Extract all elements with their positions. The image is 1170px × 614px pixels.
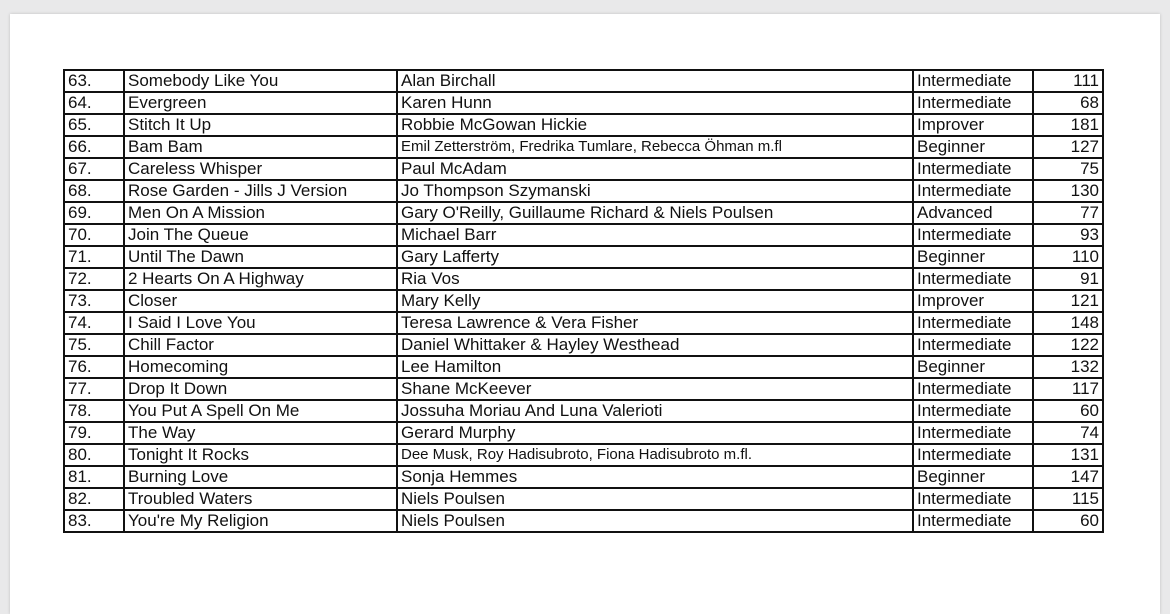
count-value-cell: 93 [1033,224,1103,246]
row-number-cell: 83. [64,510,124,532]
dance-title-cell: Join The Queue [124,224,397,246]
dance-title-cell: Troubled Waters [124,488,397,510]
dance-title-cell: Chill Factor [124,334,397,356]
table-row [64,466,1103,488]
difficulty-level-cell: Intermediate [913,488,1033,510]
row-number-cell: 65. [64,114,124,136]
difficulty-level-cell: Intermediate [913,400,1033,422]
dance-title-cell: You Put A Spell On Me [124,400,397,422]
dance-title-cell: The Way [124,422,397,444]
row-number-cell: 76. [64,356,124,378]
difficulty-level-cell: Advanced [913,202,1033,224]
count-value-cell: 110 [1033,246,1103,268]
count-value-cell: 122 [1033,334,1103,356]
difficulty-level-cell: Intermediate [913,312,1033,334]
row-number-cell: 68. [64,180,124,202]
choreographer-cell: Teresa Lawrence & Vera Fisher [397,312,913,334]
difficulty-level-cell: Intermediate [913,92,1033,114]
dance-title-cell: Rose Garden - Jills J Version [124,180,397,202]
count-value-cell: 77 [1033,202,1103,224]
choreographer-cell: Gerard Murphy [397,422,913,444]
choreographer-cell: Sonja Hemmes [397,466,913,488]
table-row [64,378,1103,400]
choreographer-cell: Paul McAdam [397,158,913,180]
row-number-cell: 82. [64,488,124,510]
dance-title-cell: Bam Bam [124,136,397,158]
dance-list-table [63,69,1104,533]
table-row [64,92,1103,114]
row-number-cell: 75. [64,334,124,356]
row-number-cell: 79. [64,422,124,444]
choreographer-cell: Jossuha Moriau And Luna Valerioti [397,400,913,422]
table-row [64,488,1103,510]
table-row [64,246,1103,268]
choreographer-cell: Lee Hamilton [397,356,913,378]
dance-title-cell: I Said I Love You [124,312,397,334]
count-value-cell: 115 [1033,488,1103,510]
difficulty-level-cell: Intermediate [913,378,1033,400]
dance-title-cell: Homecoming [124,356,397,378]
choreographer-cell: Gary O'Reilly, Guillaume Richard & Niels Poulsen [397,202,913,224]
row-number-cell: 66. [64,136,124,158]
dance-title-cell: Drop It Down [124,378,397,400]
table-row [64,268,1103,290]
table-row [64,290,1103,312]
dance-title-cell: Careless Whisper [124,158,397,180]
row-number-cell: 78. [64,400,124,422]
row-number-cell: 69. [64,202,124,224]
difficulty-level-cell: Beginner [913,136,1033,158]
count-value-cell: 131 [1033,444,1103,466]
table-row [64,400,1103,422]
choreographer-cell: Niels Poulsen [397,488,913,510]
dance-title-cell: Evergreen [124,92,397,114]
count-value-cell: 60 [1033,510,1103,532]
row-number-cell: 63. [64,70,124,92]
choreographer-cell: Jo Thompson Szymanski [397,180,913,202]
dance-title-cell: Stitch It Up [124,114,397,136]
choreographer-cell: Alan Birchall [397,70,913,92]
choreographer-cell: Gary Lafferty [397,246,913,268]
table-row [64,114,1103,136]
choreographer-cell: Niels Poulsen [397,510,913,532]
choreographer-cell: Ria Vos [397,268,913,290]
row-number-cell: 71. [64,246,124,268]
count-value-cell: 127 [1033,136,1103,158]
row-number-cell: 81. [64,466,124,488]
row-number-cell: 72. [64,268,124,290]
difficulty-level-cell: Improver [913,290,1033,312]
choreographer-cell: Emil Zetterström, Fredrika Tumlare, Rebecca Öhman m.fl [397,136,913,158]
choreographer-cell: Michael Barr [397,224,913,246]
table-row [64,158,1103,180]
table-row [64,444,1103,466]
table-row [64,224,1103,246]
difficulty-level-cell: Improver [913,114,1033,136]
difficulty-level-cell: Intermediate [913,70,1033,92]
count-value-cell: 75 [1033,158,1103,180]
count-value-cell: 117 [1033,378,1103,400]
table-row [64,136,1103,158]
choreographer-cell: Shane McKeever [397,378,913,400]
row-number-cell: 64. [64,92,124,114]
count-value-cell: 60 [1033,400,1103,422]
dance-title-cell: Men On A Mission [124,202,397,224]
difficulty-level-cell: Beginner [913,466,1033,488]
difficulty-level-cell: Intermediate [913,180,1033,202]
row-number-cell: 74. [64,312,124,334]
table-row [64,334,1103,356]
count-value-cell: 111 [1033,70,1103,92]
dance-title-cell: 2 Hearts On A Highway [124,268,397,290]
difficulty-level-cell: Intermediate [913,510,1033,532]
dance-title-cell: Until The Dawn [124,246,397,268]
choreographer-cell: Robbie McGowan Hickie [397,114,913,136]
difficulty-level-cell: Intermediate [913,334,1033,356]
difficulty-level-cell: Beginner [913,356,1033,378]
row-number-cell: 73. [64,290,124,312]
choreographer-cell: Daniel Whittaker & Hayley Westhead [397,334,913,356]
table-row [64,356,1103,378]
difficulty-level-cell: Intermediate [913,224,1033,246]
table-row [64,312,1103,334]
table-row [64,70,1103,92]
count-value-cell: 147 [1033,466,1103,488]
row-number-cell: 77. [64,378,124,400]
table-row [64,422,1103,444]
row-number-cell: 80. [64,444,124,466]
difficulty-level-cell: Intermediate [913,444,1033,466]
choreographer-cell: Dee Musk, Roy Hadisubroto, Fiona Hadisubroto m.fl. [397,444,913,466]
choreographer-cell: Karen Hunn [397,92,913,114]
choreographer-cell: Mary Kelly [397,290,913,312]
difficulty-level-cell: Intermediate [913,422,1033,444]
difficulty-level-cell: Intermediate [913,268,1033,290]
dance-title-cell: You're My Religion [124,510,397,532]
dance-title-cell: Tonight It Rocks [124,444,397,466]
dance-title-cell: Burning Love [124,466,397,488]
row-number-cell: 67. [64,158,124,180]
count-value-cell: 132 [1033,356,1103,378]
count-value-cell: 130 [1033,180,1103,202]
table-row [64,202,1103,224]
count-value-cell: 181 [1033,114,1103,136]
count-value-cell: 91 [1033,268,1103,290]
table-row [64,180,1103,202]
difficulty-level-cell: Intermediate [913,158,1033,180]
count-value-cell: 121 [1033,290,1103,312]
dance-title-cell: Closer [124,290,397,312]
difficulty-level-cell: Beginner [913,246,1033,268]
count-value-cell: 68 [1033,92,1103,114]
count-value-cell: 148 [1033,312,1103,334]
table-body [64,70,1103,532]
dance-title-cell: Somebody Like You [124,70,397,92]
row-number-cell: 70. [64,224,124,246]
count-value-cell: 74 [1033,422,1103,444]
table-row [64,510,1103,532]
